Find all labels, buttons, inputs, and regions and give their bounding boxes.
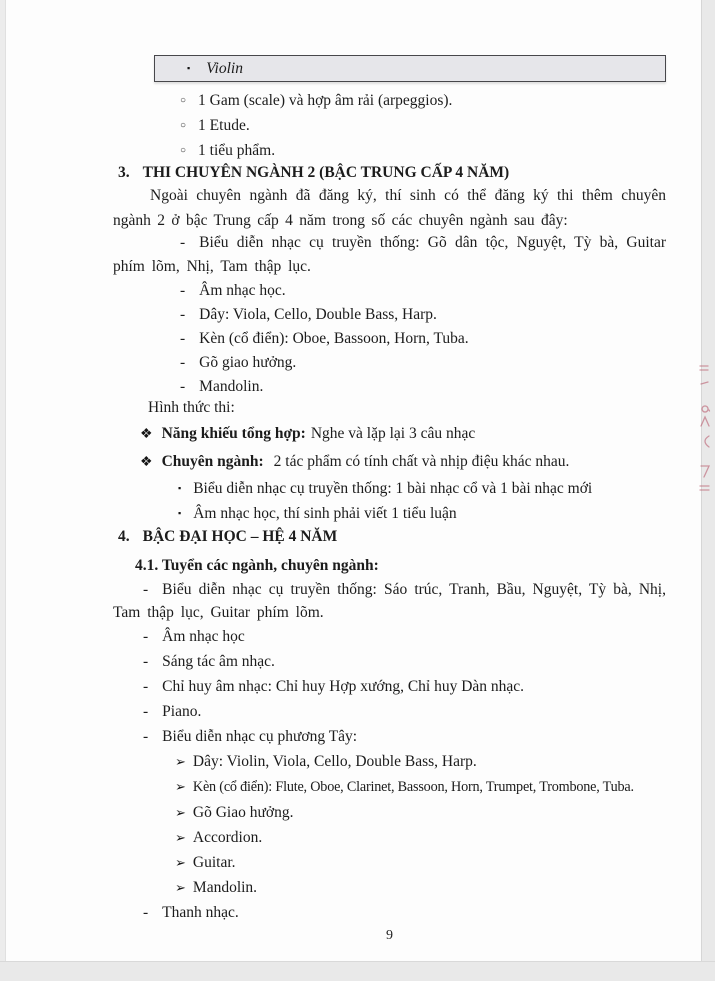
section-3-intro-paragraph: Ngoài chuyên ngành đã đăng ký, thí sinh có thể đăng ký thi thêm chuyên ngành 2 ở bậc Trung cấp 4 năm trong số các chuyên ngành sau đây: [113, 187, 666, 229]
arrow-bullet-icon: ➢ [175, 830, 186, 845]
page-edge-bottom [0, 961, 715, 981]
dash-bullet-icon: - [143, 581, 149, 598]
list-item [113, 774, 666, 800]
list-item [113, 501, 666, 526]
exam-item-label: Chuyên ngành: [161, 453, 264, 470]
list-item-text: Sáng tác âm nhạc. [162, 653, 275, 670]
exam-item-label: Năng khiếu tổng hợp: [161, 425, 306, 442]
subsection-4-1-heading: 4.1. Tuyển các ngành, chuyên ngành: [135, 557, 379, 574]
list-item [113, 279, 666, 303]
list-item-text: 1 Gam (scale) và hợp âm rải (arpeggios). [198, 92, 453, 109]
list-item [113, 900, 666, 925]
list-item [113, 850, 666, 875]
dash-bullet-icon: - [143, 728, 149, 745]
diamond-bullet-icon: ❖ [140, 455, 153, 470]
list-item-text: Mandolin. [199, 378, 264, 395]
list-item [113, 674, 666, 699]
list-item-text: Biểu diễn nhạc cụ phương Tây: [162, 728, 358, 745]
circle-bullet-icon: ○ [180, 145, 187, 156]
list-item-text: Accordion. [192, 829, 263, 846]
list-item-text: Gõ giao hưởng. [199, 354, 297, 371]
document-content [113, 0, 666, 925]
list-item [113, 749, 666, 774]
exam-notes-list [113, 476, 666, 526]
exam-item-text: Nghe và lặp lại 3 câu nhạc [310, 425, 476, 442]
list-item-text: Guitar. [192, 854, 236, 871]
list-item-text: Biểu diễn nhạc cụ truyền thống: Sáo trúc, Tranh, Bầu, Nguyệt, Tỳ bà, Nhị, Tam thập lục, Guitar phím lõm. [113, 581, 666, 621]
dash-bullet-icon: - [143, 653, 149, 670]
arrow-bullet-icon: ➢ [175, 754, 186, 769]
list-item-text: Thanh nhạc. [162, 904, 239, 921]
list-item-text: Âm nhạc học [162, 628, 245, 645]
list-item-text: Biểu diễn nhạc cụ truyền thống: 1 bài nhạc cổ và 1 bài nhạc mới [193, 480, 593, 497]
dash-bullet-icon: - [143, 628, 149, 645]
page-number: 9 [386, 928, 393, 943]
highlighted-list-item-violin [154, 55, 666, 82]
list-item [113, 624, 666, 649]
dash-bullet-icon: - [180, 354, 186, 371]
section-3-majors-list [113, 231, 666, 399]
list-item-text: Mandolin. [192, 879, 258, 896]
section-4-majors-list [113, 578, 666, 749]
violin-requirements-list [113, 88, 666, 163]
list-item [113, 231, 666, 279]
exam-item-text: 2 tác phẩm có tính chất và nhịp điệu khác nhau. [273, 453, 570, 470]
section-number: 3. [118, 164, 130, 181]
dash-bullet-icon: - [180, 306, 186, 323]
list-item [113, 351, 666, 375]
list-item [113, 113, 666, 138]
violin-label: Violin [206, 60, 243, 77]
dash-bullet-icon: - [180, 282, 186, 299]
list-item-text: 1 tiểu phẩm. [198, 142, 276, 159]
dash-bullet-icon: - [180, 234, 186, 251]
list-item [113, 303, 666, 327]
list-item [113, 800, 666, 825]
list-item-text: 1 Etude. [198, 117, 250, 134]
list-item [113, 724, 666, 749]
exam-item [113, 420, 666, 448]
handwritten-margin-marks-icon [696, 360, 714, 520]
dash-bullet-icon: - [180, 330, 186, 347]
list-item [113, 88, 666, 113]
list-item [113, 476, 666, 501]
dash-bullet-icon: - [143, 703, 149, 720]
list-item-text: Biểu diễn nhạc cụ truyền thống: Gõ dân tộc, Nguyệt, Tỳ bà, Guitar phím lõm, Nhị, Tam thập lục. [113, 234, 666, 275]
circle-bullet-icon: ○ [180, 95, 187, 106]
arrow-bullet-icon: ➢ [175, 855, 186, 870]
list-item-text: Kèn (cổ điển): Oboe, Bassoon, Horn, Tuba. [199, 330, 469, 347]
square-bullet-icon: ▪ [187, 63, 191, 73]
section-3-heading [113, 160, 666, 185]
square-bullet-icon: ▪ [178, 483, 182, 493]
diamond-bullet-icon: ❖ [140, 427, 153, 442]
list-item [113, 578, 666, 624]
section-4-heading [113, 524, 666, 549]
list-item-text: Dây: Viola, Cello, Double Bass, Harp. [199, 306, 437, 323]
section-number: 4. [118, 528, 130, 545]
western-instruments-list [113, 749, 666, 900]
list-item [113, 327, 666, 351]
list-item-text: Dây: Violin, Viola, Cello, Double Bass, Harp. [192, 753, 477, 770]
dash-bullet-icon: - [180, 378, 186, 395]
list-item-text: Chỉ huy âm nhạc: Chỉ huy Hợp xướng, Chỉ huy Dàn nhạc. [162, 678, 525, 695]
arrow-bullet-icon: ➢ [175, 779, 186, 794]
list-item-text: Âm nhạc học, thí sinh phải viết 1 tiểu luận [193, 505, 457, 522]
dash-bullet-icon: - [143, 678, 149, 695]
exam-format-label: Hình thức thi: [148, 399, 235, 416]
list-item-text: Kèn (cổ điển): Flute, Oboe, Clarinet, Bassoon, Horn, Trumpet, Trombone, Tuba. [192, 779, 634, 795]
section-title: BẬC ĐẠI HỌC – HỆ 4 NĂM [142, 528, 338, 545]
section-title: THI CHUYÊN NGÀNH 2 (BẬC TRUNG CẤP 4 NĂM) [142, 164, 510, 181]
dash-bullet-icon: - [143, 904, 149, 921]
list-item [113, 825, 666, 850]
exam-item [113, 448, 666, 476]
list-item-text: Âm nhạc học. [199, 282, 286, 299]
list-item-text: Piano. [162, 703, 202, 720]
list-item [113, 699, 666, 724]
list-item-text: Gõ Giao hưởng. [192, 804, 294, 821]
page-edge-left [0, 0, 6, 981]
list-item [113, 649, 666, 674]
arrow-bullet-icon: ➢ [175, 880, 186, 895]
exam-format-list [113, 420, 666, 476]
circle-bullet-icon: ○ [180, 120, 187, 131]
arrow-bullet-icon: ➢ [175, 805, 186, 820]
square-bullet-icon: ▪ [178, 508, 182, 518]
list-item [113, 875, 666, 900]
